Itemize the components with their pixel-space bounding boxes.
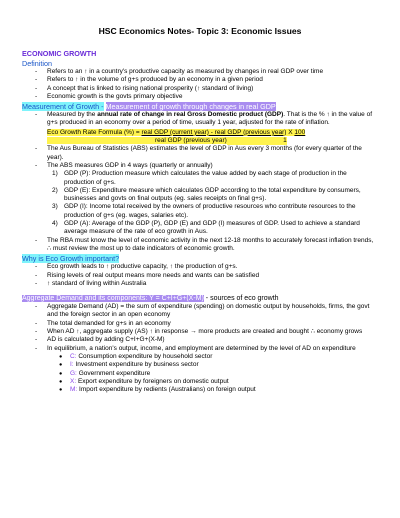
list-item: - AD is calculated by adding C+I+G+(X-M) <box>22 336 378 344</box>
formula-row-top <box>47 129 378 137</box>
formula-label: Eco Growth Rate Formula (%) = <box>47 128 142 136</box>
list-item <box>22 361 378 369</box>
item-text: GDP (A): Average of the GDP (P), GDP (E) and GDP (I) measures of GDP. Used to achieve a standard average measure of the rate of eco growth in Aus. <box>64 220 360 236</box>
list-item <box>22 370 378 378</box>
page-title: HSC Economics Notes- Topic 3: Economic Issues <box>98 26 302 36</box>
component-text: Consumption expenditure by household sector <box>78 352 213 360</box>
list-item <box>22 378 378 386</box>
aggregate-demand-heading <box>22 294 378 303</box>
aggregate-demand-list <box>22 303 378 353</box>
list-item: - A concept that is linked to rising national prosperity (↑ standard of living) <box>22 85 378 93</box>
list-item <box>22 353 378 361</box>
component-text: Import expenditure by redients (Australians) on foreign output <box>79 386 256 394</box>
list-item <box>22 170 378 187</box>
list-item: - When AD ↑, aggregate supply (AS) ↑ in response → more products are created and bought ∴ economy grows <box>22 328 378 336</box>
item-text: GDP (P): Production measure which calculates the value added by each stage of production in the production of g+s. <box>64 170 347 186</box>
text-segment: Measured by the <box>47 111 98 119</box>
measurement-heading-highlight: Measurement of growth through changes in real GDP <box>105 102 276 112</box>
formula-one: 1 <box>227 137 287 145</box>
definition-list <box>22 68 378 101</box>
formula-row-bottom <box>47 137 378 145</box>
list-item: - The ABS measures GDP in 4 ways (quarterly or annually) <box>22 162 378 170</box>
text-segment: . That is the % ↑ in the value of g+s produced in an economy over a period of time, usually 1 year, adjusted for the rate of inflation. <box>47 111 373 127</box>
item-number: 2) <box>52 186 58 194</box>
item-text: GDP (E): Expenditure measure which calculates GDP according to the total expenditure by consumers, businesses and govts on final outputs (eg. sales receipts on final g+s). <box>64 186 361 203</box>
list-item: - Eco growth leads to ↑ productive capacity, ↑ the production of g+s. <box>22 263 378 271</box>
item-text: GDP (I): Income total received by the owners of productive resources who contribute resources to the production of g+s (eg. wages, salaries etc). <box>64 203 356 219</box>
list-item: - Refers to ↑ in the volume of g+s produced by an economy in a given period <box>22 76 378 84</box>
component-letter: X: <box>70 377 77 385</box>
item-number: 1) <box>52 170 58 178</box>
aggregate-demand-heading-highlight: Aggregate Demand and its components: Y = C+I+G+(X-M) <box>22 295 204 303</box>
list-item: - Rising levels of real output means more needs and wants can be satisfied <box>22 272 378 280</box>
aggregate-demand-heading-rest: - sources of eco growth <box>203 295 279 303</box>
component-letter: C: <box>70 352 77 360</box>
list-item: - Economic growth is the govts primary objective <box>22 93 378 101</box>
list-item: - The RBA must know the level of economic activity in the next 12-18 months to accurately forecast inflation trends, ∴ must review the most up to date indicators of economic growth. <box>22 237 378 254</box>
list-item: - ↑ standard of living within Australia <box>22 280 378 288</box>
component-letter: I: <box>70 361 74 369</box>
definition-heading: Definition <box>22 59 52 68</box>
why-list <box>22 263 378 288</box>
formula-hundred: 100 <box>294 128 306 136</box>
component-letter: G: <box>70 369 77 377</box>
list-item <box>22 111 378 145</box>
section-heading-economic-growth: ECONOMIC GROWTH <box>22 49 97 58</box>
gdp-methods-list <box>22 170 378 236</box>
list-item <box>22 203 378 220</box>
bold-text: annual rate of change in real Gross Domestic product (GDP) <box>97 111 284 119</box>
rba-list <box>22 237 378 254</box>
list-item: - Refers to an ↑ in a country's productive capacity as measured by changes in real GDP over time <box>22 68 378 76</box>
formula-numerator: real GDP (current year) - real GDP (previous year) <box>141 128 287 136</box>
ad-components-list <box>22 353 378 394</box>
growth-rate-formula <box>47 129 378 146</box>
component-letter: M: <box>70 386 78 394</box>
component-text: Investment expenditure by business sector <box>75 361 199 369</box>
list-item: - The total demanded for g+s in an economy <box>22 320 378 328</box>
component-text: Government expenditure <box>78 369 151 377</box>
list-item <box>22 386 378 394</box>
item-number: 4) <box>52 220 58 228</box>
list-item: - Aggregate Demand (AD) = the sum of expenditure (spending) on domestic output by households, firms, the govt and the foreign sector in an open economy <box>22 303 378 320</box>
why-heading-label: Why is Eco Growth important? <box>22 254 120 264</box>
measurement-list <box>22 111 378 170</box>
list-item <box>22 187 378 204</box>
spacer <box>22 288 378 293</box>
why-heading <box>22 254 378 263</box>
component-text: Export expenditure by foreigners on domestic output <box>77 377 229 385</box>
list-item: - The Aus Bureau of Statistics (ABS) estimates the level of GDP in Aus every 3 months (for every quarter of the year). <box>22 145 378 162</box>
item-number: 3) <box>52 203 58 211</box>
formula-denominator: real GDP (previous year) <box>47 137 227 144</box>
measurement-heading-label: Measurement of Growth - <box>22 102 104 112</box>
list-item <box>22 220 378 237</box>
list-item: - In equilibrium, a nation's output, income, and employment are determined by the level of AD on expenditure <box>22 345 378 353</box>
formula-times: X <box>286 128 295 136</box>
measurement-heading <box>22 102 378 111</box>
